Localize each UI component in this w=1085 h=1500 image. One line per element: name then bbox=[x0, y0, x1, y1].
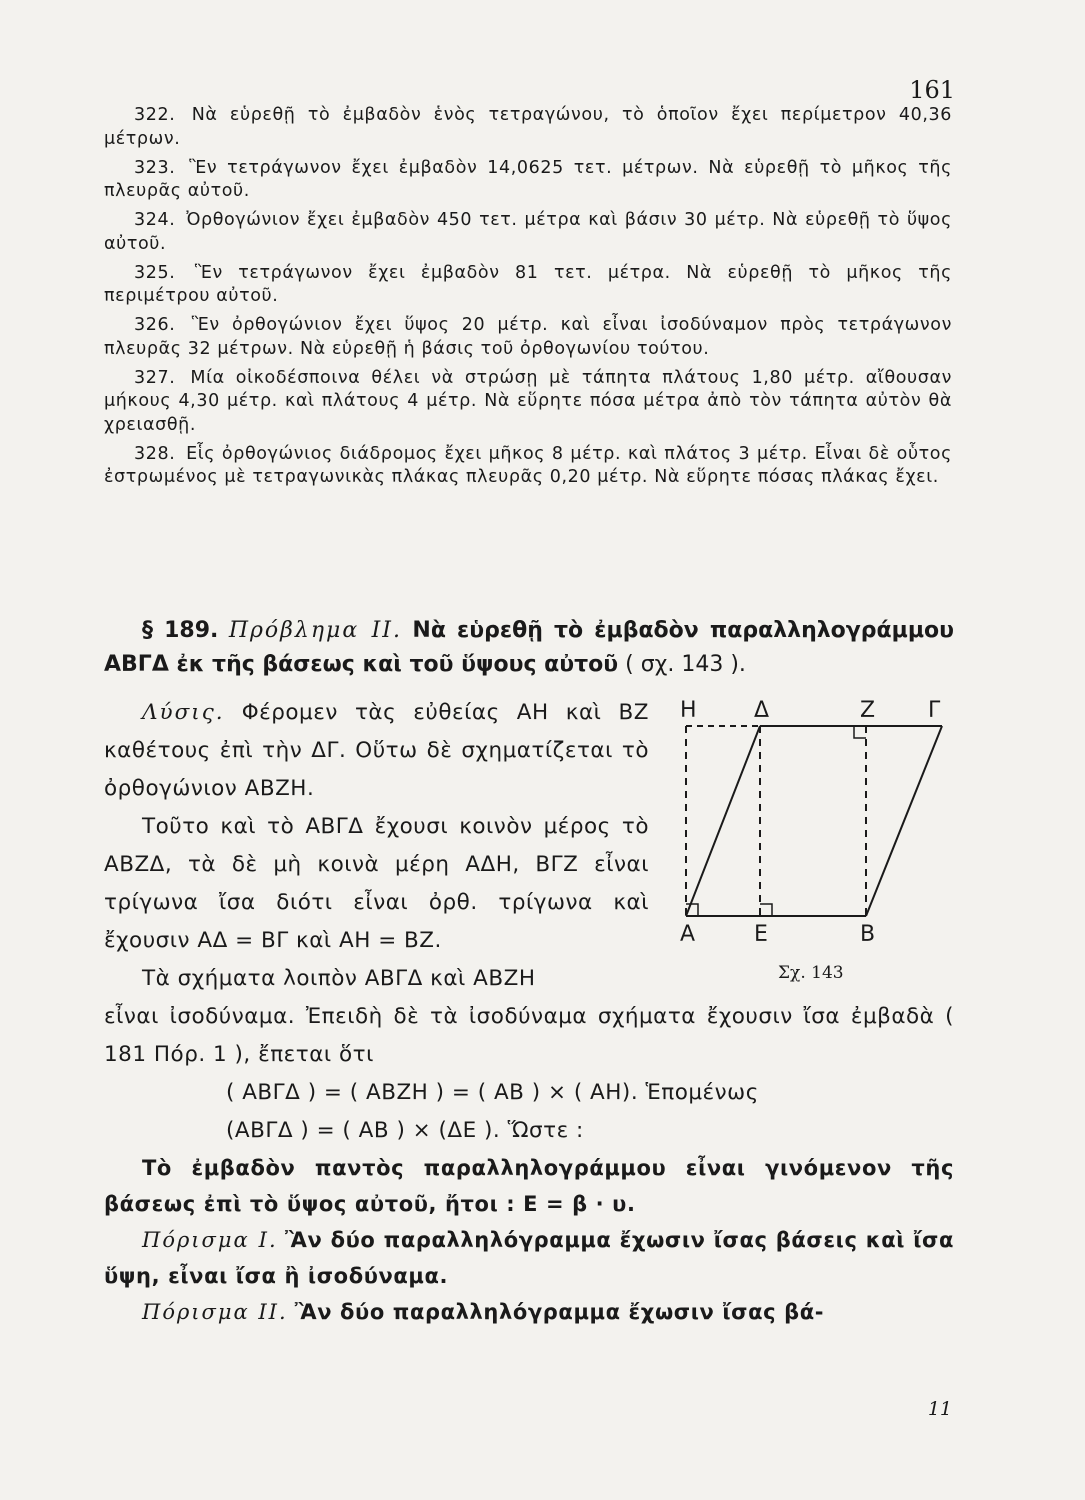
exercise-325 bbox=[104, 262, 952, 309]
exercise-number: 325. bbox=[134, 262, 176, 283]
exercise-text: Μία οἰκοδέσποινα θέλει νὰ στρώσῃ μὲ τάπητα πλάτους 1,80 μέτρ. αἴθουσαν μήκους 4,30 μέτρ. καὶ πλάτους 4 μέτρ. Νὰ εὕρητε πόσα μέτρα ἀπὸ τὸν τάπητα αὐτὸν θὰ χρειασθῇ. bbox=[104, 367, 952, 435]
section-heading bbox=[104, 614, 954, 682]
exercise-number: 322. bbox=[134, 105, 176, 125]
formula-2: (ΑΒΓΔ ) = ( ΑΒ ) × (ΔΕ ). Ὥστε : bbox=[226, 1118, 584, 1143]
figure-143 bbox=[680, 694, 956, 984]
corollary-2 bbox=[104, 1294, 954, 1330]
exercise-text: Εἷς ὀρθογώνιος διάδρομος ἔχει μῆκος 8 μέτρ. καὶ πλάτος 3 μέτρ. Εἶναι δὲ οὗτος ἐστρωμένος μὲ τετραγωνικὰς πλάκας πλευρᾶς 0,20 μέτρ. Νὰ εὕρητε πόσας πλάκας ἔχει. bbox=[104, 443, 952, 487]
solution-text bbox=[104, 694, 649, 998]
solution-paragraph-3a: Τὰ σχήματα λοιπὸν ΑΒΓΔ καὶ ΑΒΖΗ bbox=[142, 966, 536, 991]
solution-paragraph-1 bbox=[104, 694, 649, 808]
corollary-1-label: Πόρισμα I. bbox=[142, 1228, 278, 1252]
figure-reference: ( σχ. 143 ). bbox=[625, 652, 746, 677]
exercise-number: 323. bbox=[134, 157, 176, 178]
corollary-2-text: Ἂν δύο παραλληλόγραμμα ἔχωσιν ἴσας βά- bbox=[294, 1300, 825, 1324]
theorem-statement: Τὸ ἐμβαδὸν παντὸς παραλληλογράμμου εἶναι γινόμενον τῆς βάσεως ἐπὶ τὸ ὕψος αὐτοῦ, ἤτοι : Ε = β · υ. bbox=[104, 1156, 954, 1216]
exercise-number: 327. bbox=[134, 367, 176, 388]
exercise-number: 326. bbox=[134, 315, 176, 335]
label-E: Ε bbox=[754, 922, 768, 947]
page-number: 161 bbox=[909, 76, 955, 104]
section-label: Πρόβλημα II. bbox=[228, 618, 402, 643]
label-Z: Ζ bbox=[860, 698, 876, 723]
section-number: § 189. bbox=[142, 618, 219, 643]
solution-label: Λύσις. bbox=[142, 700, 225, 725]
corollary-1 bbox=[104, 1222, 954, 1294]
exercise-text: Ὀρθογώνιον ἔχει ἐμβαδὸν 450 τετ. μέτρα καὶ βάσιν 30 μέτρ. Νὰ εὑρεθῇ τὸ ὕψος αὐτοῦ. bbox=[104, 210, 952, 254]
exercise-number: 328. bbox=[134, 443, 176, 464]
exercise-text: Νὰ εὑρεθῇ τὸ ἐμβαδὸν ἑνὸς τετραγώνου, τὸ ὁποῖον ἔχει περίμετρον 40,36 μέτρων. bbox=[104, 105, 952, 149]
section-189 bbox=[104, 614, 954, 1330]
label-A: Α bbox=[680, 922, 696, 947]
side-AD bbox=[686, 726, 760, 916]
solution-continued bbox=[104, 998, 954, 1150]
exercise-322 bbox=[104, 104, 952, 151]
side-BG bbox=[866, 726, 942, 916]
corollary-1-text: Ἂν δύο παραλληλόγραμμα ἔχωσιν ἴσας βάσεις καὶ ἴσα ὕψη, εἶναι ἴσα ἢ ἰσοδύναμα. bbox=[104, 1228, 954, 1288]
exercise-number: 324. bbox=[134, 210, 176, 230]
exercise-324 bbox=[104, 209, 952, 256]
right-angle-E bbox=[760, 904, 772, 916]
solution-p1-text: Φέρομεν τὰς εὐθείας ΑΗ καὶ ΒΖ καθέτους ἐπὶ τὴν ΔΓ. Οὕτω δὲ σχηματίζεται τὸ ὀρθογώνιον ΑΒΖΗ. bbox=[104, 700, 649, 801]
label-G: Γ bbox=[928, 698, 941, 723]
exercise-328 bbox=[104, 443, 952, 490]
signature-mark: 11 bbox=[927, 1398, 952, 1420]
solution-block bbox=[104, 694, 954, 998]
exercise-327 bbox=[104, 367, 952, 438]
label-B: Β bbox=[860, 922, 876, 947]
exercise-text: Ἓν τετράγωνον ἔχει ἐμβαδὸν 81 τετ. μέτρα. Νὰ εὑρεθῇ τὸ μῆκος τῆς περιμέτρου αὐτοῦ. bbox=[104, 262, 952, 306]
solution-paragraph-3b: εἶναι ἰσοδύναμα. Ἐπειδὴ δὲ τὰ ἰσοδύναμα σχήματα ἔχουσιν ἴσα ἐμβαδὰ ( 181 Πόρ. 1 ), ἔπεται ὅτι bbox=[104, 1004, 954, 1067]
exercise-list bbox=[104, 104, 952, 495]
exercise-text: Ἓν τετράγωνον ἔχει ἐμβαδὸν 14,0625 τετ. μέτρων. Νὰ εὑρεθῇ τὸ μῆκος τῆς πλευρᾶς αὐτοῦ. bbox=[104, 157, 952, 201]
figure-caption: Σχ. 143 bbox=[778, 963, 844, 983]
solution-paragraph-2: Τοῦτο καὶ τὸ ΑΒΓΔ ἔχουσι κοινὸν μέρος τὸ ΑΒΖΔ, τὰ δὲ μὴ κοινὰ μέρη ΑΔΗ, ΒΓΖ εἶναι τρίγωνα ἴσα διότι εἶναι ὀρθ. τρίγωνα καὶ ἔχουσιν ΑΔ = ΒΓ καὶ ΑΗ = ΒΖ. bbox=[104, 814, 649, 953]
corollary-2-label: Πόρισμα II. bbox=[142, 1300, 288, 1324]
label-D: Δ bbox=[754, 698, 770, 723]
parallelogram-diagram bbox=[680, 694, 956, 954]
exercise-326 bbox=[104, 314, 952, 361]
formula-1: ( ΑΒΓΔ ) = ( ΑΒΖΗ ) = ( ΑΒ ) × ( ΑΗ). Ἑπομένως bbox=[226, 1080, 759, 1105]
label-H: Η bbox=[680, 698, 697, 723]
section-statement: Νὰ εὑρεθῇ τὸ ἐμβαδὸν παραλληλογράμμου ΑΒΓΔ ἐκ τῆς βάσεως καὶ τοῦ ὕψους αὐτοῦ bbox=[104, 618, 954, 677]
exercise-323 bbox=[104, 157, 952, 204]
exercise-text: Ἓν ὀρθογώνιον ἔχει ὕψος 20 μέτρ. καὶ εἶναι ἰσοδύναμον πρὸς τετράγωνον πλευρᾶς 32 μέτρων. Νὰ εὑρεθῇ ἡ βάσις τοῦ ὀρθογωνίου τούτου. bbox=[104, 315, 952, 359]
